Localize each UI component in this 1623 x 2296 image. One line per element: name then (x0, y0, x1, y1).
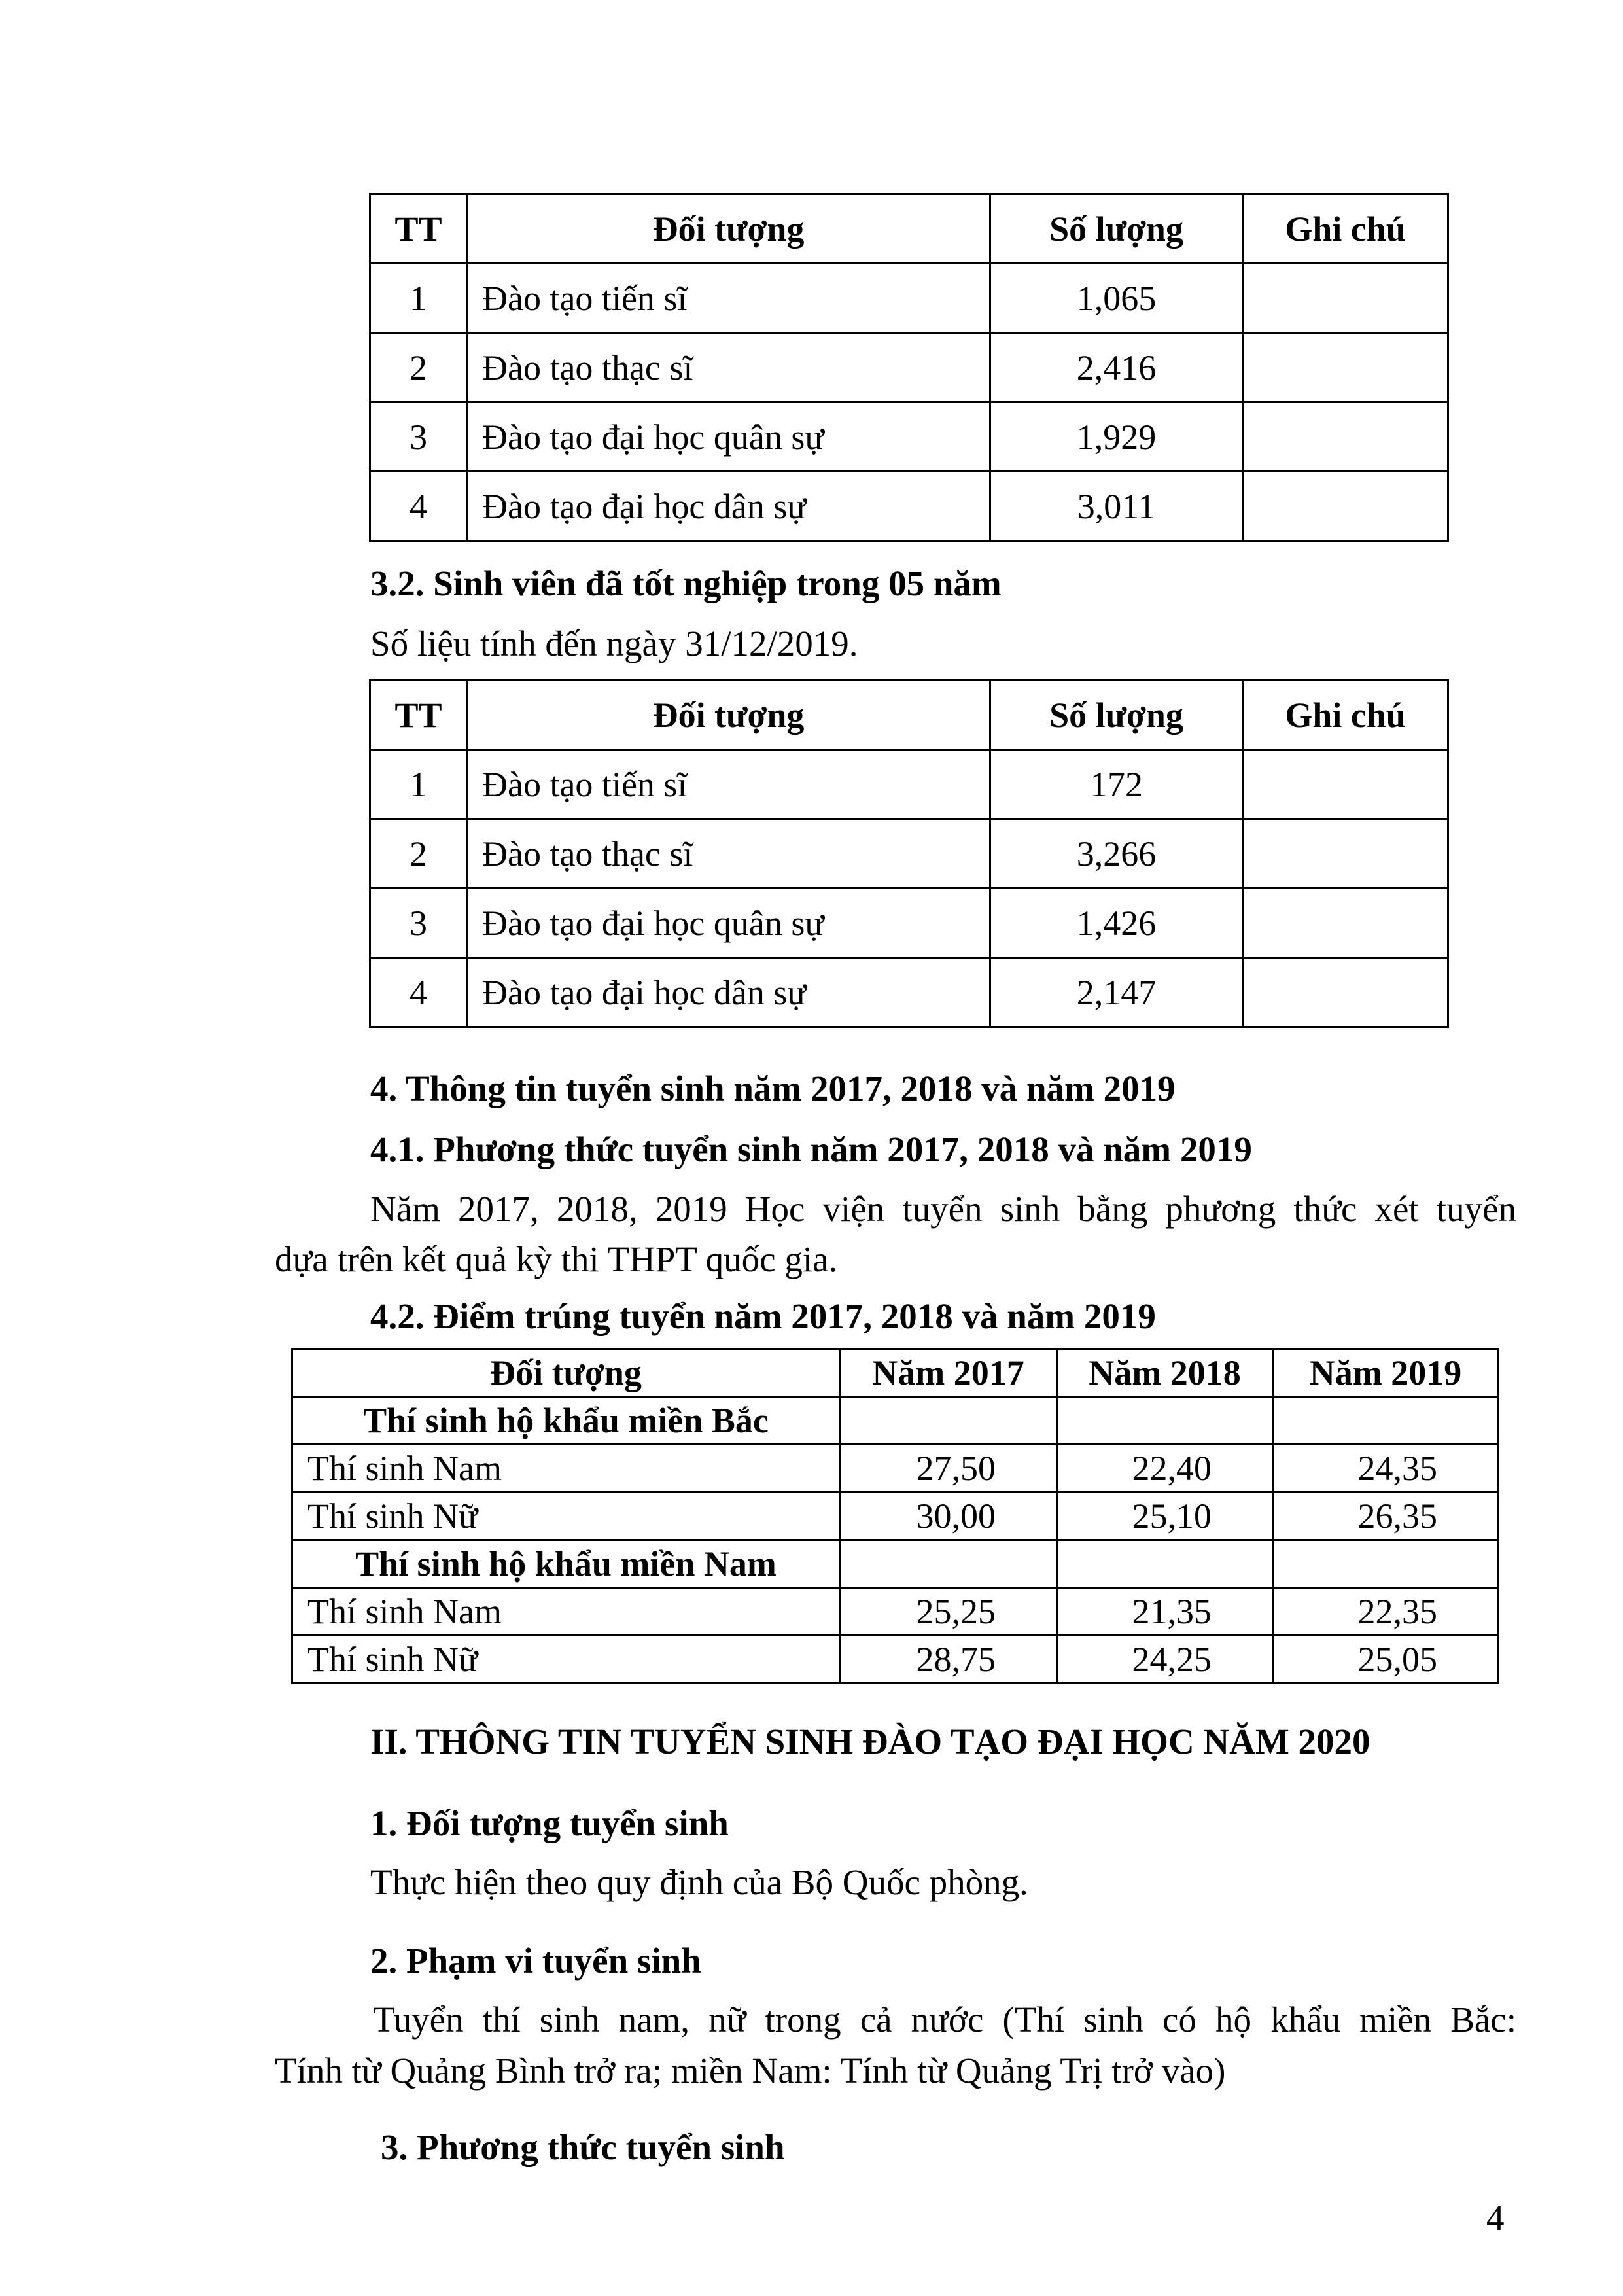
cell-so-luong: 1,426 (990, 889, 1243, 958)
header-doi-tuong: Đối tượng (467, 680, 990, 750)
empty-cell (1273, 1397, 1499, 1445)
table-row (370, 958, 1448, 1027)
score-2019: 22,35 (1273, 1588, 1499, 1636)
cell-doi-tuong: Đào tạo đại học dân sự (467, 958, 990, 1027)
section-4-heading: 4. Thông tin tuyển sinh năm 2017, 2018 và năm 2019 (370, 1069, 1176, 1108)
header-doi-tuong: Đối tượng (292, 1349, 840, 1397)
table-row (292, 1636, 1499, 1684)
header-ghi-chu: Ghi chú (1243, 680, 1448, 750)
cell-tt: 3 (370, 889, 467, 958)
group-label: Thí sinh hộ khẩu miền Bắc (292, 1397, 840, 1445)
table-row (370, 333, 1448, 402)
cell-doi-tuong: Đào tạo tiến sĩ (467, 750, 990, 819)
score-2018: 24,25 (1057, 1636, 1273, 1684)
cell-ghi-chu (1243, 472, 1448, 541)
header-nam-2018: Năm 2018 (1057, 1349, 1273, 1397)
empty-cell (1057, 1540, 1273, 1588)
score-2019: 25,05 (1273, 1636, 1499, 1684)
table-row (370, 264, 1448, 333)
row-label: Thí sinh Nữ (292, 1492, 840, 1540)
score-2017: 30,00 (840, 1492, 1057, 1540)
cell-tt: 3 (370, 402, 467, 472)
score-2018: 22,40 (1057, 1445, 1273, 1492)
part-ii-heading: II. THÔNG TIN TUYỂN SINH ĐÀO TẠO ĐẠI HỌC NĂM 2020 (370, 1722, 1370, 1761)
section-4-2-heading: 4.2. Điểm trúng tuyển năm 2017, 2018 và năm 2019 (370, 1296, 1156, 1336)
score-2019: 26,35 (1273, 1492, 1499, 1540)
row-label: Thí sinh Nữ (292, 1636, 840, 1684)
cell-so-luong: 2,416 (990, 333, 1243, 402)
score-2017: 28,75 (840, 1636, 1057, 1684)
cell-so-luong: 172 (990, 750, 1243, 819)
table-row (292, 1588, 1499, 1636)
cell-so-luong: 1,929 (990, 402, 1243, 472)
table-header-row (370, 194, 1448, 264)
cell-doi-tuong: Đào tạo đại học dân sự (467, 472, 990, 541)
empty-cell (840, 1397, 1057, 1445)
header-so-luong: Số lượng (990, 680, 1243, 750)
table-row (292, 1445, 1499, 1492)
cell-tt: 1 (370, 750, 467, 819)
cell-doi-tuong: Đào tạo đại học quân sự (467, 402, 990, 472)
empty-cell (1273, 1540, 1499, 1588)
table-row (370, 750, 1448, 819)
table-group-row (292, 1397, 1499, 1445)
cell-ghi-chu (1243, 750, 1448, 819)
page-number: 4 (1486, 2198, 1505, 2238)
cell-tt: 2 (370, 333, 467, 402)
table-graduates (369, 679, 1449, 1028)
header-ghi-chu: Ghi chú (1243, 194, 1448, 264)
empty-cell (1057, 1397, 1273, 1445)
cell-ghi-chu (1243, 333, 1448, 402)
cell-doi-tuong: Đào tạo đại học quân sự (467, 889, 990, 958)
score-2018: 21,35 (1057, 1588, 1273, 1636)
cell-ghi-chu (1243, 958, 1448, 1027)
row-label: Thí sinh Nam (292, 1445, 840, 1492)
header-nam-2019: Năm 2019 (1273, 1349, 1499, 1397)
group-label: Thí sinh hộ khẩu miền Nam (292, 1540, 840, 1588)
header-tt: TT (370, 194, 467, 264)
section-1-text: Thực hiện theo quy định của Bộ Quốc phòng. (370, 1862, 1028, 1902)
section-3-heading: 3. Phương thức tuyển sinh (381, 2127, 785, 2167)
cell-ghi-chu (1243, 819, 1448, 889)
header-so-luong: Số lượng (990, 194, 1243, 264)
section-4-1-line2: dựa trên kết quả kỳ thi THPT quốc gia. (275, 1239, 838, 1279)
cell-tt: 1 (370, 264, 467, 333)
score-2017: 25,25 (840, 1588, 1057, 1636)
row-label: Thí sinh Nam (292, 1588, 840, 1636)
cell-tt: 2 (370, 819, 467, 889)
score-2019: 24,35 (1273, 1445, 1499, 1492)
cell-ghi-chu (1243, 402, 1448, 472)
section-2-line2: Tính từ Quảng Bình trở ra; miền Nam: Tính từ Quảng Trị trở vào) (275, 2051, 1226, 2091)
table-row (370, 889, 1448, 958)
header-tt: TT (370, 680, 467, 750)
section-3-2-note: Số liệu tính đến ngày 31/12/2019. (370, 624, 858, 663)
table-students-enrolled (369, 193, 1449, 542)
empty-cell (840, 1540, 1057, 1588)
section-1-heading: 1. Đối tượng tuyển sinh (370, 1803, 729, 1843)
cell-doi-tuong: Đào tạo tiến sĩ (467, 264, 990, 333)
header-doi-tuong: Đối tượng (467, 194, 990, 264)
cell-doi-tuong: Đào tạo thạc sĩ (467, 333, 990, 402)
section-4-1-heading: 4.1. Phương thức tuyển sinh năm 2017, 2018 và năm 2019 (370, 1129, 1252, 1169)
table-header-row (370, 680, 1448, 750)
cell-tt: 4 (370, 472, 467, 541)
header-nam-2017: Năm 2017 (840, 1349, 1057, 1397)
cell-tt: 4 (370, 958, 467, 1027)
cell-so-luong: 2,147 (990, 958, 1243, 1027)
table-row (292, 1492, 1499, 1540)
table-admission-scores (291, 1348, 1499, 1684)
table-group-row (292, 1540, 1499, 1588)
cell-so-luong: 1,065 (990, 264, 1243, 333)
cell-so-luong: 3,266 (990, 819, 1243, 889)
section-2-line1: Tuyển thí sinh nam, nữ trong cả nước (Thí sinh có hộ khẩu miền Bắc: (373, 2000, 1516, 2040)
section-4-1-line1: Năm 2017, 2018, 2019 Học viện tuyển sinh bằng phương thức xét tuyển (370, 1189, 1516, 1229)
table-row (370, 402, 1448, 472)
section-3-2-heading: 3.2. Sinh viên đã tốt nghiệp trong 05 năm (370, 563, 1002, 603)
score-2018: 25,10 (1057, 1492, 1273, 1540)
cell-ghi-chu (1243, 889, 1448, 958)
cell-ghi-chu (1243, 264, 1448, 333)
section-2-heading: 2. Phạm vi tuyển sinh (370, 1941, 701, 1981)
cell-doi-tuong: Đào tạo thạc sĩ (467, 819, 990, 889)
table-row (370, 472, 1448, 541)
cell-so-luong: 3,011 (990, 472, 1243, 541)
score-2017: 27,50 (840, 1445, 1057, 1492)
table-row (370, 819, 1448, 889)
table-header-row (292, 1349, 1499, 1397)
